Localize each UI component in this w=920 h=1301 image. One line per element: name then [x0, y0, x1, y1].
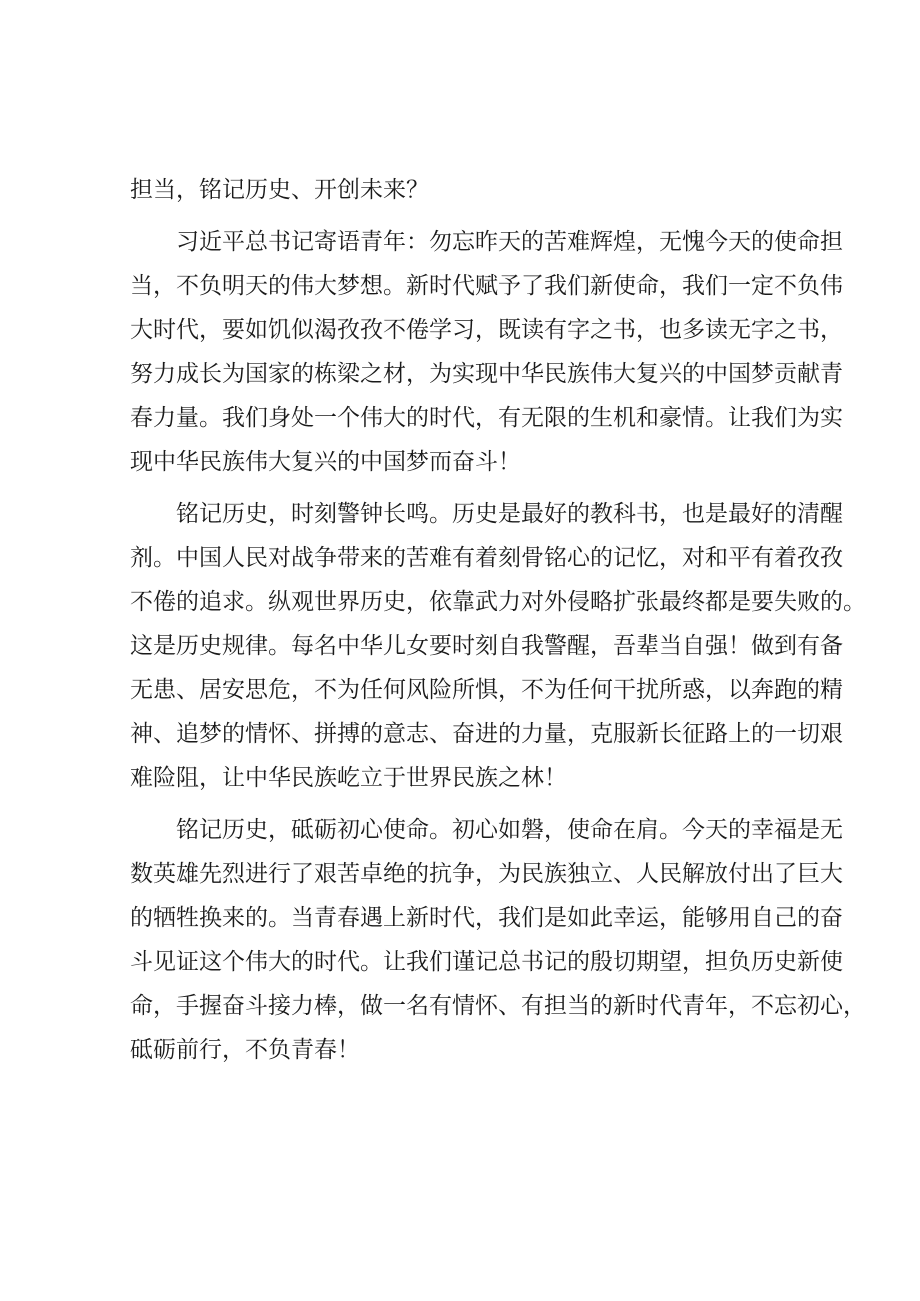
- text-line: 春力量。我们身处一个伟大的时代，有无限的生机和豪情。让我们为实: [130, 405, 843, 431]
- text-line: 无患、居安思危，不为任何风险所惧，不为任何干扰所惑，以奔跑的精: [130, 677, 843, 703]
- text-line: 命，手握奋斗接力棒，做一名有情怀、有担当的新时代青年，不忘初心，: [130, 993, 866, 1019]
- text-line: 不倦的追求。纵观世界历史，依靠武力对外侵略扩张最终都是要失败的。: [130, 589, 866, 615]
- text-line: 努力成长为国家的栋梁之材，为实现中华民族伟大复兴的中国梦贡献青: [130, 361, 843, 387]
- text-line: 担当，铭记历史、开创未来？: [130, 177, 429, 203]
- text-line: 大时代，要如饥似渴孜孜不倦学习，既读有字之书，也多读无字之书，: [130, 317, 843, 343]
- text-line: 难险阻，让中华民族屹立于世界民族之林！: [130, 765, 567, 791]
- text-line: 现中华民族伟大复兴的中国梦而奋斗！: [130, 449, 521, 475]
- text-line: 砥砺前行，不负青春！: [130, 1037, 360, 1063]
- text-line: 数英雄先烈进行了艰苦卓绝的抗争，为民族独立、人民解放付出了巨大: [130, 861, 843, 887]
- paragraph-youth-message: [130, 220, 843, 484]
- text-line: 神、追梦的情怀、拼搏的意志、奋进的力量，克服新长征路上的一切艰: [130, 721, 843, 747]
- text-line: 剂。中国人民对战争带来的苦难有着刻骨铭心的记忆，对和平有着孜孜: [130, 545, 843, 571]
- text-line: 当，不负明天的伟大梦想。新时代赋予了我们新使命，我们一定不负伟: [130, 273, 843, 299]
- document-body: [130, 168, 866, 1072]
- text-line: 铭记历史，砥砺初心使命。初心如磐，使命在肩。今天的幸福是无: [176, 817, 843, 843]
- text-line: 铭记历史，时刻警钟长鸣。历史是最好的教科书，也是最好的清醒: [176, 501, 843, 527]
- paragraph-original-mission: [130, 808, 866, 1072]
- text-line: 这是历史规律。每名中华儿女要时刻自我警醒，吾辈当自强！做到有备: [130, 633, 843, 659]
- paragraph-continuation: [130, 168, 795, 212]
- text-line: 斗见证这个伟大的时代。让我们谨记总书记的殷切期望，担负历史新使: [130, 949, 843, 975]
- paragraph-alarm-bell: [130, 492, 866, 800]
- text-line: 的牺牲换来的。当青春遇上新时代，我们是如此幸运，能够用自己的奋: [130, 905, 843, 931]
- text-line: 习近平总书记寄语青年：勿忘昨天的苦难辉煌，无愧今天的使命担: [176, 229, 843, 255]
